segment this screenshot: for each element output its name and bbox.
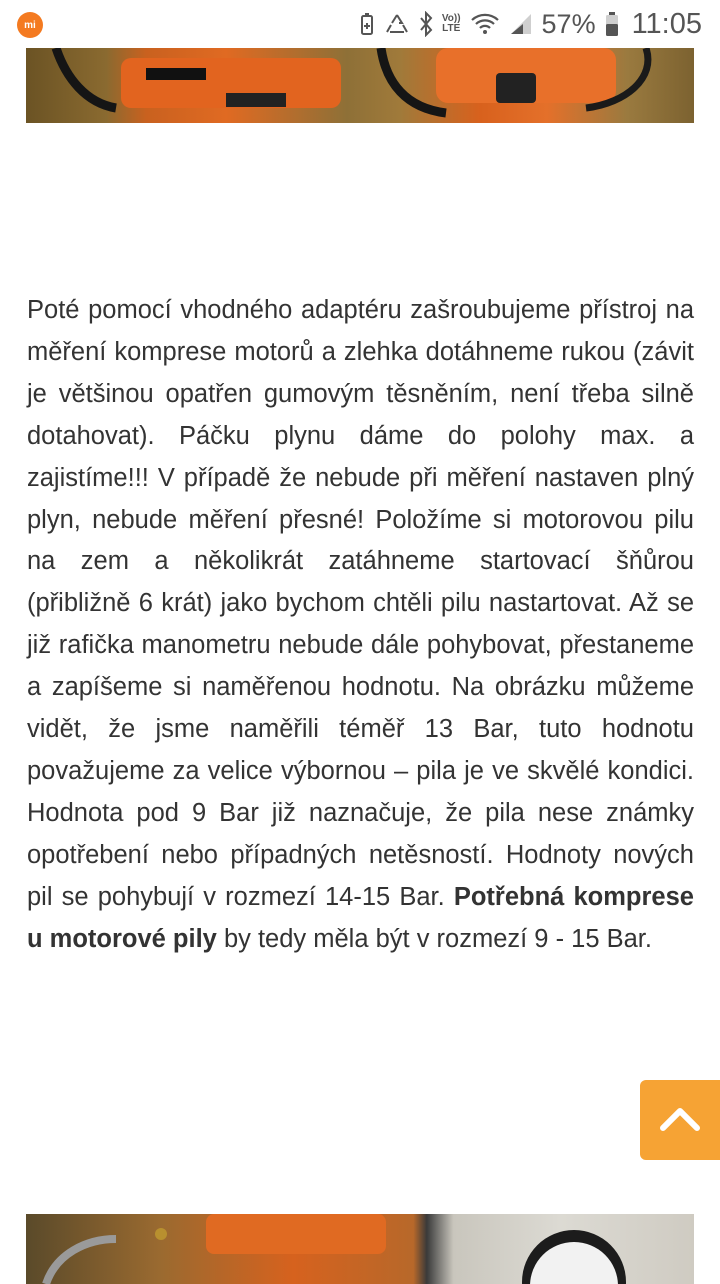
volte-icon: Vo)) LTE: [441, 13, 461, 34]
battery-icon: [605, 11, 619, 37]
article-paragraph: [27, 290, 694, 961]
chainsaw-photo: [26, 48, 694, 123]
scroll-to-top-button[interactable]: [640, 1080, 720, 1160]
clock: 11:05: [631, 7, 702, 40]
chevron-up-icon: [660, 1105, 700, 1136]
article-tail-text: by tedy měla být v rozmezí 9 - 15 Bar.: [216, 924, 652, 953]
status-bar: [0, 0, 720, 48]
compression-gauge-photo: [26, 1214, 694, 1284]
recycle-icon: [384, 12, 410, 36]
article-bold-text: Potřebná komprese u motorové pily: [27, 882, 694, 953]
battery-percent: 57%: [541, 8, 596, 39]
wifi-icon: [470, 12, 500, 36]
status-icons: [359, 6, 702, 42]
bluetooth-icon: [419, 11, 433, 37]
article-text: Poté pomocí vhodného adaptéru zašroubujeme přístroj na měření komprese motorů a zlehka dotáhneme rukou (závit je většinou opatřen gumovým těsněním, není třeba silně dotahovat). Páčku plynu dáme do polohy max. a zajistíme!!! V případě že nebude při měření nastaven plný plyn, nebude měření přesné! Položíme si motorovou pilu na zem a několikrát zatáhneme startovací šňůrou (přibližně 6 krát) jako bychom chtěli pilu nastartovat. Až se již rafička manometru nebude dále pohybovat, přestaneme a zapíšeme si naměřenou hodnotu. Na obrázku můžeme vidět, že jsme naměřili téměř 13 Bar, tuto hodnotu považujeme za velice výbornou – pila je ve skvělé kondici. Hodnota pod 9 Bar již naznačuje, že pila nese známky opotřebení nebo případných netěsností. Hodnoty nových pil se pohybují v rozmezí 14-15 Bar.: [27, 296, 694, 911]
signal-icon: [509, 12, 533, 36]
mi-app-icon: mi: [17, 12, 43, 38]
battery-saver-icon: [359, 12, 375, 36]
